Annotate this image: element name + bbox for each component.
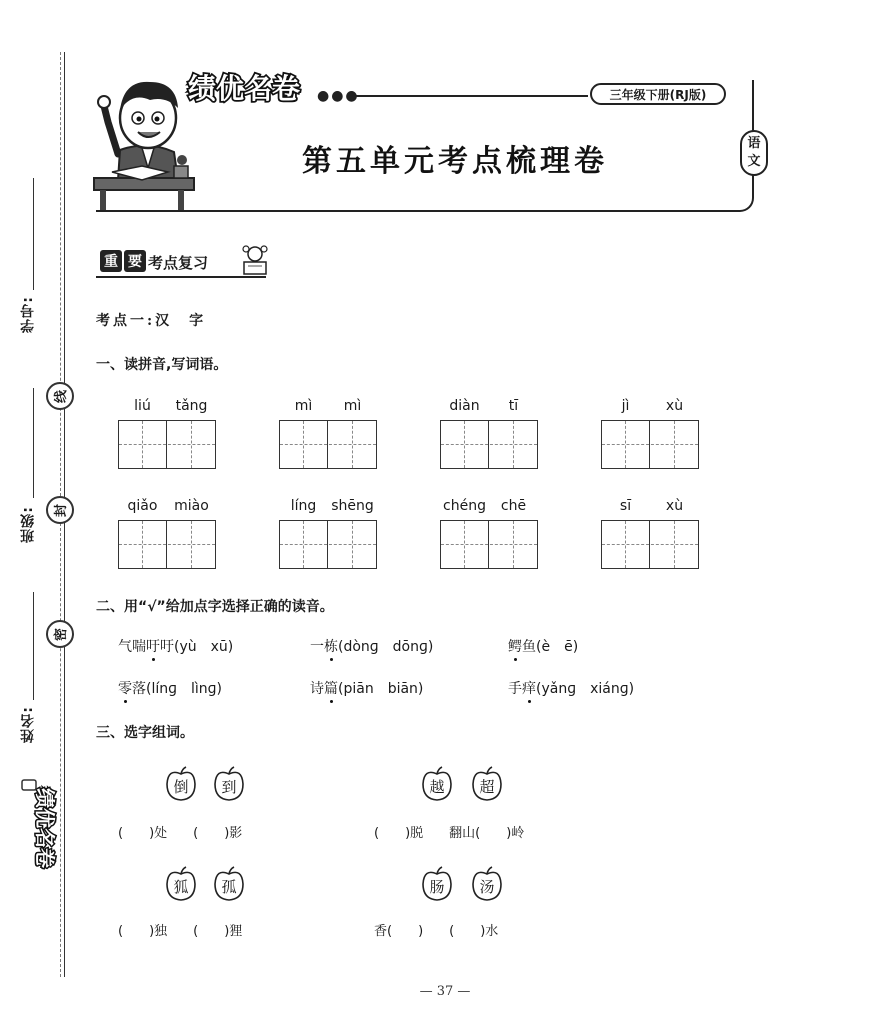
q1-title: 一、读拼音,写词语。 <box>96 357 228 373</box>
seal-xian: 线 <box>46 382 74 410</box>
writing-grid[interactable] <box>118 520 216 569</box>
pinyin-syllable: diàn <box>449 398 480 414</box>
item-suffix: 吁(yù xū) <box>160 639 234 655</box>
item-suffix: (yǎnɡ xiánɡ) <box>536 681 635 697</box>
q3-title: 三、选字组词。 <box>96 725 194 741</box>
apple-char-icon <box>164 766 198 802</box>
subject-char-top: 语 <box>747 136 761 151</box>
banner-box-zhong: 重 <box>100 250 122 272</box>
pronunciation-item[interactable] <box>508 678 634 698</box>
apple-char: 倒 <box>173 778 189 796</box>
apple-char: 超 <box>479 778 495 796</box>
apple-char-icon <box>212 766 246 802</box>
svg-text:绩优名卷: 绩优名卷 <box>33 788 57 868</box>
apple-char-icon <box>164 866 198 902</box>
page-title: 第五单元考点梳理卷 <box>302 144 608 179</box>
name-label: 姓名: <box>20 706 36 743</box>
dotted-char: 吁 <box>146 636 160 656</box>
kaodian-heading: 考点一:汉 字 <box>96 313 207 329</box>
q3-row-4: 香( ) ( )水 <box>374 924 499 939</box>
pinyin-syllable: xù <box>665 398 684 414</box>
writing-grid[interactable] <box>601 420 699 469</box>
pinyin-syllable: liú <box>134 398 151 414</box>
pinyin-syllable: chéng <box>443 498 486 514</box>
item-prefix: 一 <box>310 639 324 655</box>
item-suffix: 落(línɡ lìnɡ) <box>132 681 223 697</box>
pinyin-syllable: tī <box>508 398 519 414</box>
header-top-rule <box>348 95 588 97</box>
girl-mascot-icon <box>238 244 272 276</box>
subject-char-bottom: 文 <box>747 154 761 169</box>
pronunciation-item[interactable] <box>118 636 233 656</box>
student-id-label: 学号: <box>20 296 36 333</box>
pinyin-syllable: líng <box>290 498 317 514</box>
writing-grid[interactable] <box>601 520 699 569</box>
q3-row-2: ( )脱 翻山( )岭 <box>374 826 525 841</box>
pinyin-syllable: mì <box>294 398 313 414</box>
class-line <box>33 388 34 498</box>
apple-char-icon <box>420 866 454 902</box>
apple-char: 越 <box>429 778 445 796</box>
pronunciation-item[interactable] <box>508 636 578 656</box>
name-line <box>33 592 34 700</box>
seal-mi: 密 <box>46 620 74 648</box>
pinyin-syllable: chē <box>500 498 527 514</box>
q2-title: 二、用“√”给加点字选择正确的读音。 <box>96 599 334 615</box>
q3-row-1: ( )处 ( )影 <box>118 826 243 841</box>
apple-char: 汤 <box>479 878 495 896</box>
mascot-student-icon <box>90 62 210 214</box>
pinyin-syllable: mì <box>343 398 362 414</box>
pronunciation-item[interactable] <box>310 636 433 656</box>
writing-grid[interactable] <box>279 420 377 469</box>
pinyin-syllable: tǎng <box>175 398 208 414</box>
pinyin-syllable: xù <box>665 498 684 514</box>
pinyin-syllable: qiǎo <box>127 498 158 514</box>
dotted-char: 篇 <box>324 678 338 698</box>
pronunciation-item[interactable] <box>118 678 222 698</box>
pinyin-syllable: jì <box>621 398 630 414</box>
subject-tag <box>740 130 768 176</box>
item-prefix: 诗 <box>310 681 324 697</box>
item-suffix: (dònɡ dōnɡ) <box>338 639 434 655</box>
q3-row-3: ( )独 ( )狸 <box>118 924 243 939</box>
item-suffix: 鱼(è ē) <box>522 639 579 655</box>
writing-grid[interactable] <box>440 520 538 569</box>
apple-char: 孤 <box>221 878 237 896</box>
banner-label: 考点复习 <box>148 254 209 272</box>
apple-char: 狐 <box>173 878 189 896</box>
side-brand-logo <box>8 780 57 890</box>
writing-grid[interactable] <box>118 420 216 469</box>
grade-tag: 三年级下册(RJ版) <box>590 83 726 105</box>
item-prefix: 手 <box>508 681 522 697</box>
seal-feng: 封 <box>46 496 74 524</box>
apple-char-icon <box>212 866 246 902</box>
pinyin-syllable: sī <box>619 498 632 514</box>
section-banner <box>96 244 276 280</box>
apple-char-icon <box>470 766 504 802</box>
item-suffix: (piān biān) <box>338 681 424 697</box>
dotted-char: 栋 <box>324 636 338 656</box>
student-id-line <box>33 178 34 290</box>
pinyin-syllable: miào <box>174 498 209 514</box>
apple-char-icon <box>470 866 504 902</box>
class-label: 班级: <box>20 506 36 543</box>
writing-grid[interactable] <box>279 520 377 569</box>
apple-char-icon <box>420 766 454 802</box>
dotted-char: 痒 <box>522 678 536 698</box>
writing-grid[interactable] <box>440 420 538 469</box>
dotted-char: 鳄 <box>508 636 522 656</box>
header-dots: ●●● <box>317 88 360 104</box>
banner-underline <box>96 276 266 278</box>
apple-char: 肠 <box>429 878 445 896</box>
dotted-char: 零 <box>118 678 132 698</box>
pronunciation-item[interactable] <box>310 678 423 698</box>
item-prefix: 气喘 <box>118 639 146 655</box>
svg-text:绩优名卷: 绩优名卷 <box>188 72 301 105</box>
banner-box-yao: 要 <box>124 250 146 272</box>
page-number: — 37 — <box>419 984 471 999</box>
apple-char: 到 <box>221 778 237 796</box>
pinyin-syllable: shēng <box>331 498 374 514</box>
